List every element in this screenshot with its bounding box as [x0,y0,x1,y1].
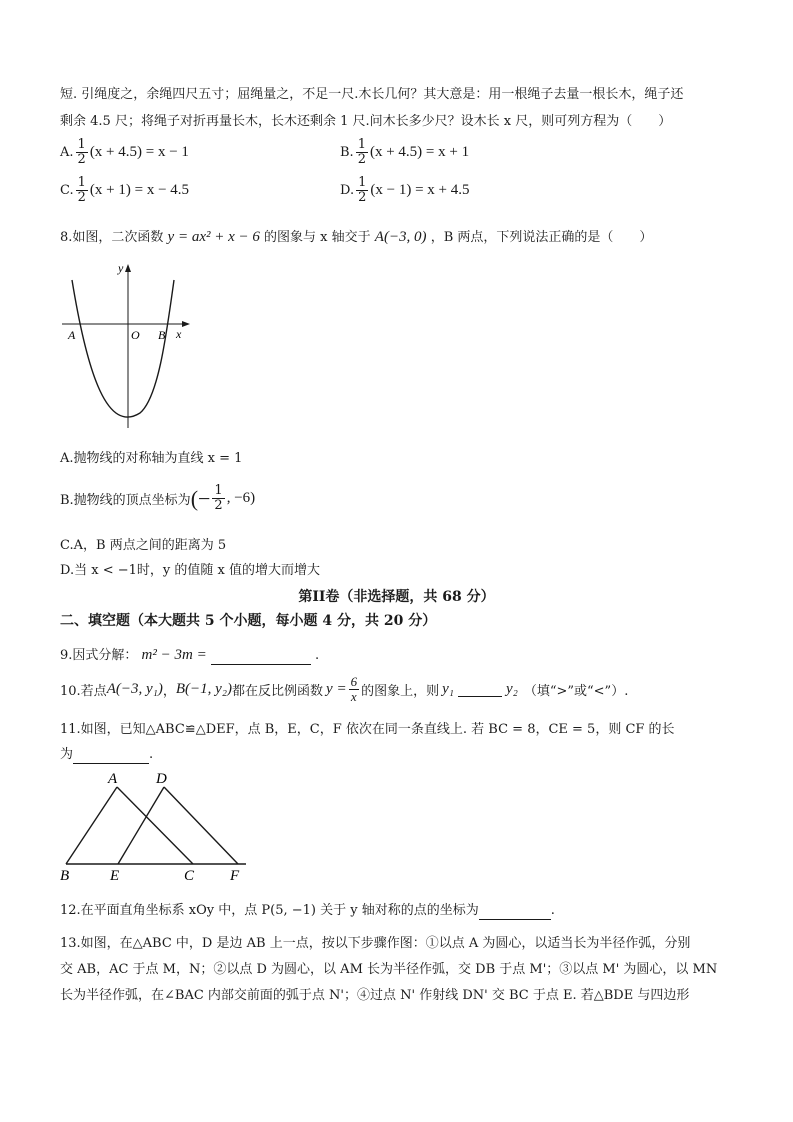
option-label: A. [60,145,74,160]
point-b-label: B [158,328,166,342]
fraction: $\frac{1}{2}$ [77,137,86,167]
vertex-c-label: C [184,868,195,884]
option-expression: (x + 4.5) = x − 1 [89,144,189,160]
q11-triangles-figure [58,768,258,884]
q7-option-a[interactable] [60,138,189,167]
vertex-a-label: A [108,771,118,787]
option-label: C. [60,183,74,198]
q13-line3: 长为半径作弧，在∠BAC 内部交前面的弧于点 N'；④过点 N' 作射线 DN' 交 BC 于点 E. 若△BDE 与四边形 [60,988,690,1003]
q13-line1: 13.如图，在△ABC 中，D 是边 AB 上一点，按以下步骤作图：①以点 A 为圆心，以适当长为半径作弧，分别 [60,936,691,951]
option-label: B. [340,145,354,160]
q7-option-b[interactable] [340,138,469,167]
paren-open: (− [190,485,211,511]
side-ba [66,787,117,864]
section2-title: 二、填空题（本大题共 5 个小题，每小题 4 分，共 20 分） [60,613,437,629]
answer-blank[interactable] [211,650,311,665]
fraction: $\frac{1}{2}$ [357,137,366,167]
q7-stem-line1: 短. 引绳度之，余绳四尺五寸；屈绳量之，不足一尺.木长几何？其大意是：用一根绳子去量一根长木，绳子还 [60,87,684,102]
paren-close: , −6) [226,490,256,506]
q13-line2: 交 AB，AC 于点 M，N；②以点 D 为圆心，以 AM 长为半径作弧，交 DB 于点 M'；③以点 M' 为圆心，以 MN [60,962,718,977]
option-text: B.抛物线的顶点坐标为 [60,493,191,508]
y-axis-label: y [118,261,124,275]
q8-option-b[interactable] [60,484,255,513]
answer-blank[interactable] [73,749,149,764]
side-ed [118,787,164,864]
fraction: $\frac{1}{2}$ [77,175,86,205]
q12: 12.在平面直角坐标系 xOy 中，点 P(5, −1) 关于 y 轴对称的点的坐标为 . [60,903,555,918]
q11-line2: 为 . [60,747,154,762]
option-expression: (x − 1) = x + 4.5 [370,182,470,198]
x-axis-arrow [182,321,190,327]
answer-blank[interactable] [458,682,502,697]
q7-option-d[interactable] [340,176,470,205]
vertex-e-label: E [110,868,120,884]
parabola-curve [72,280,174,417]
side-df [164,787,238,864]
y-axis-arrow [125,264,131,272]
x-axis-label: x [176,327,182,341]
option-label: D. [340,183,355,198]
q8-option-a[interactable]: A.抛物线的对称轴为直线 x = 1 [60,451,243,466]
point-a-label: A [68,328,76,342]
fraction: $\frac{1}{2}$ [358,175,367,205]
option-expression: (x + 4.5) = x + 1 [369,144,470,160]
q9: 9.因式分解： m² − 3m = . [60,647,320,663]
fraction: $\frac{1}{2}$ [214,483,223,513]
vertex-f-label: F [230,868,240,884]
answer-blank[interactable] [479,905,551,920]
q8-parabola-figure [58,258,198,430]
fraction: $\frac{6}{x}$ [350,674,358,704]
q7-option-c[interactable] [60,176,189,205]
vertex-d-label: D [156,771,167,787]
q8-stem: 8.如图，二次函数 y = ax² + x − 6 的图象与 x 轴交于 A(−3, 0) ，B 两点，下列说法正确的是（ ） [60,229,653,245]
q8-option-d[interactable]: D.当 x < −1时，y 的值随 x 值的增大而增大 [60,563,320,578]
vertex-b-label: B [60,868,70,884]
q10: 10.若点 A(−3, y₁) ， B(−1, y₂) 都在反比例函数 y = $\frac{6}{x}$ 的图象上，则 y₁ y₂ （填“>”或“<”）. [60,674,629,704]
q7-stem-line2: 剩余 4.5 尺；将绳子对折再量长木，长木还剩余 1 尺.问木长多少尺？设木长 x 尺，则可列方程为（ ） [60,114,672,129]
side-ac [117,787,193,864]
option-expression: (x + 1) = x − 4.5 [89,182,190,198]
origin-label: O [131,328,140,342]
q11-line1: 11.如图，已知△ABC≌△DEF，点 B，E，C，F 依次在同一条直线上. 若 BC = 8，CE = 5，则 CF 的长 [60,722,675,737]
q8-option-c[interactable]: C.A，B 两点之间的距离为 5 [60,538,227,553]
part2-title: 第II卷（非选择题，共 68 分） [298,589,495,605]
